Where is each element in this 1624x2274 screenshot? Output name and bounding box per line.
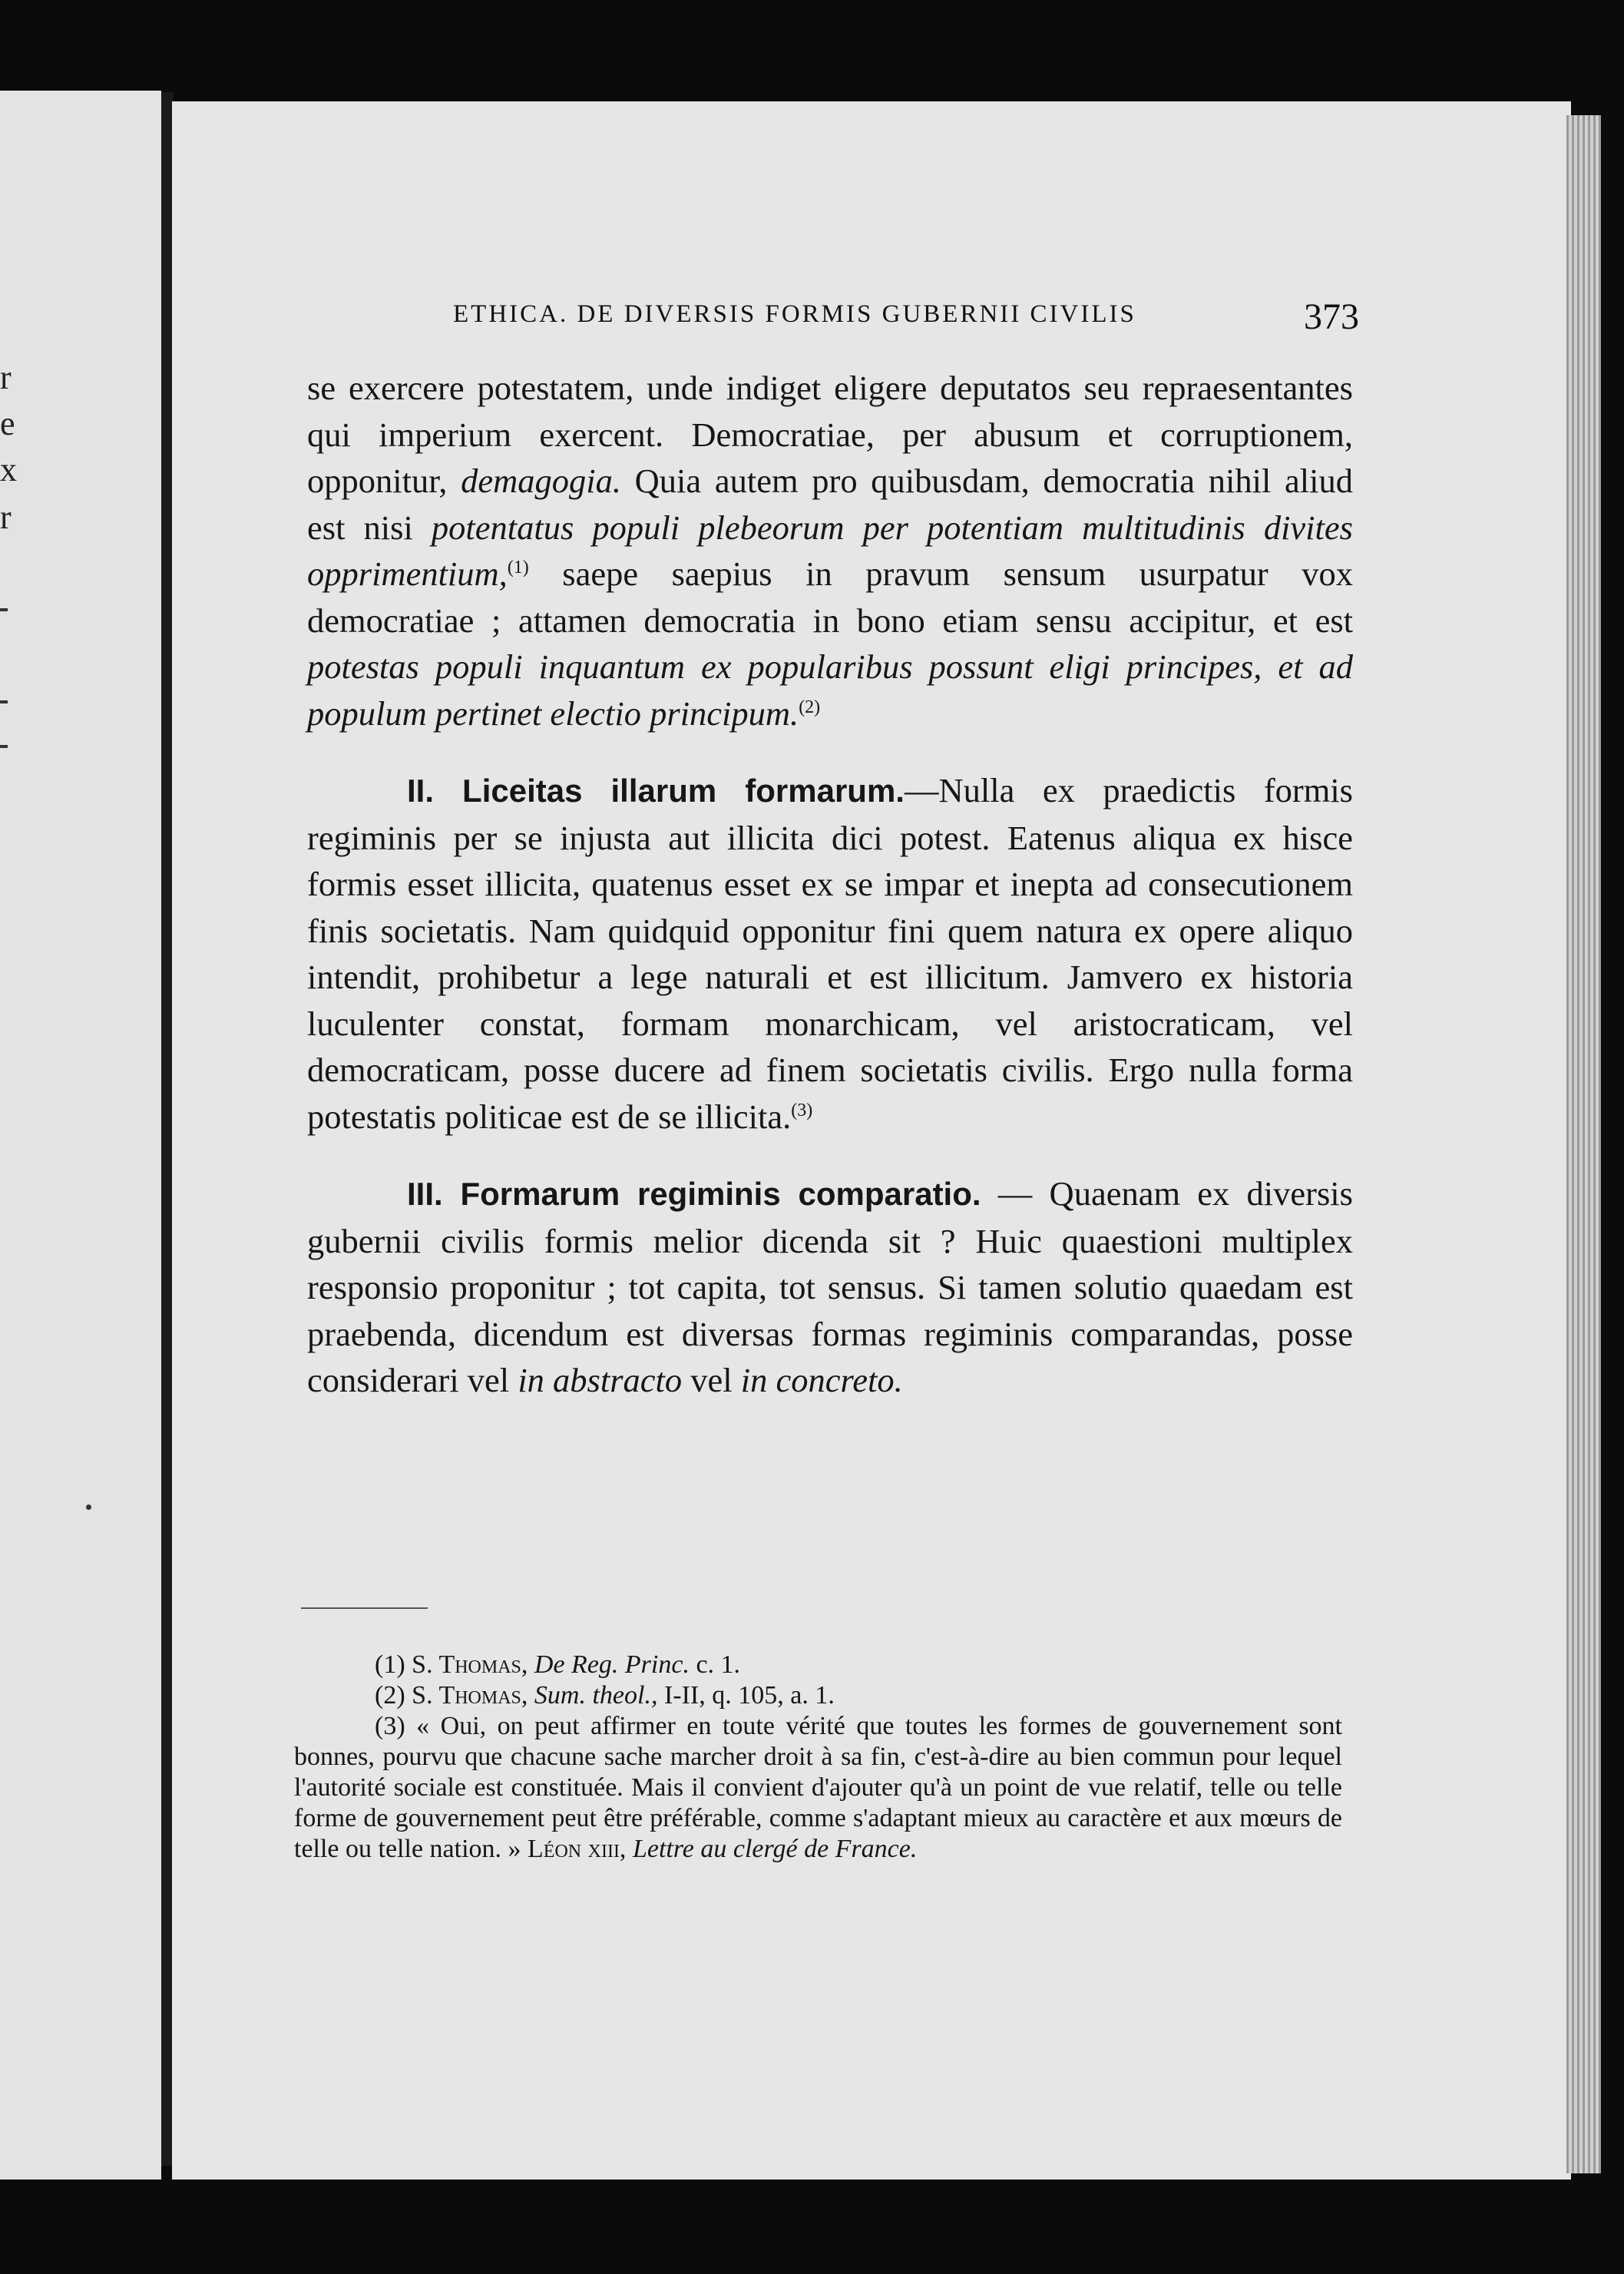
page-edges <box>1566 115 1601 2173</box>
facing-page-letter: x <box>0 451 17 488</box>
facing-page-dot <box>86 1504 91 1510</box>
main-text <box>307 365 1353 1404</box>
section-heading-ii: II. Liceitas illarum formarum. <box>407 773 905 809</box>
section-heading-iii: III. Formarum regiminis comparatio. <box>407 1176 981 1212</box>
facing-page-mark <box>0 608 8 611</box>
footnote-ref-1: (1) <box>507 558 529 578</box>
footnote-divider <box>301 1607 428 1609</box>
facing-page-letter: e <box>0 405 15 442</box>
facing-page-letter: r <box>0 498 12 536</box>
facing-page-mark <box>0 745 8 748</box>
footnote-3: (3) « Oui, on peut affirmer en toute vérité que toutes les formes de gouvernement sont bonnes, pourvu que chacune sache marcher droit à sa fin, c'est-à-dire au bien commun pour lequel l'autorité sociale est constituée. Mais il convient d'ajouter qu'à un point de vue relatif, telle ou telle forme de gouvernement peut être préférable, comme s'adaptant mieux au caractère et aux mœurs de telle ou telle nation. » Léon xiii, Lettre au clergé de France. <box>294 1712 1342 1863</box>
footnote-ref-3: (3) <box>791 1100 813 1120</box>
paragraph-liceitas: II. Liceitas illarum formarum.—Nulla ex praedictis formis regiminis per se injusta aut illicita dici potest. Eatenus aliqua ex hisce formis esset illicita, quatenus esset ex se impar et inepta ad consecutionem finis societatis. Nam quidquid opponitur fini quem natura ex opere aliquo intendit, prohibetur a lege naturali et est illicitum. Jamvero ex historia luculenter constat, formam monarchicam, vel aristocraticam, vel democraticam, posse ducere ad finem societatis civilis. Ergo nulla forma potestatis politicae est de se illicita.$^{(3)}$ <box>307 771 1353 1136</box>
running-header <box>453 296 1359 337</box>
footnote-2: (2) S. Thomas, Sum. theol., I-II, q. 105, a. 1. <box>375 1681 835 1710</box>
footnotes <box>294 1650 1342 1865</box>
footnote-1: (1) S. Thomas, De Reg. Princ. c. 1. <box>375 1650 741 1679</box>
running-title: ETHICA. DE DIVERSIS FORMIS GUBERNII CIVILIS <box>453 300 1136 328</box>
paragraph-comparatio: III. Formarum regiminis comparatio. — Quaenam ex diversis gubernii civilis formis melior dicenda sit ? Huic quaestioni multiplex responsio proponitur ; tot capita, tot sensus. Si tamen solutio quaedam est praebenda, dicendum est diversas formas regiminis comparandas, posse considerari vel in abstracto vel in concreto. <box>307 1174 1353 1399</box>
paragraph-democracy: se exercere potestatem, unde indiget eligere deputatos seu repraesentantes qui imperium exercent. Democratiae, per abusum et corruptionem, opponitur, demagogia. Quia autem pro quibusdam, democratia nihil aliud est nisi potentatus populi plebeorum per potentiam multitudinis divites opprimentium,$^{(1)}$ saepe saepius in pravum sensum usurpatur vox democratiae ; attamen democratia in bono etiam sensu accipitur, et est potestas populi inquantum ex popularibus possunt eligi principes, et ad populum pertinet electio principum.$^{(2)}$ <box>307 369 1353 733</box>
facing-page-mark <box>0 700 8 703</box>
page-number: 373 <box>1304 296 1359 337</box>
facing-page-edge <box>0 91 161 2180</box>
facing-page-letter: r <box>0 359 12 396</box>
footnote-ref-2: (2) <box>799 697 821 717</box>
